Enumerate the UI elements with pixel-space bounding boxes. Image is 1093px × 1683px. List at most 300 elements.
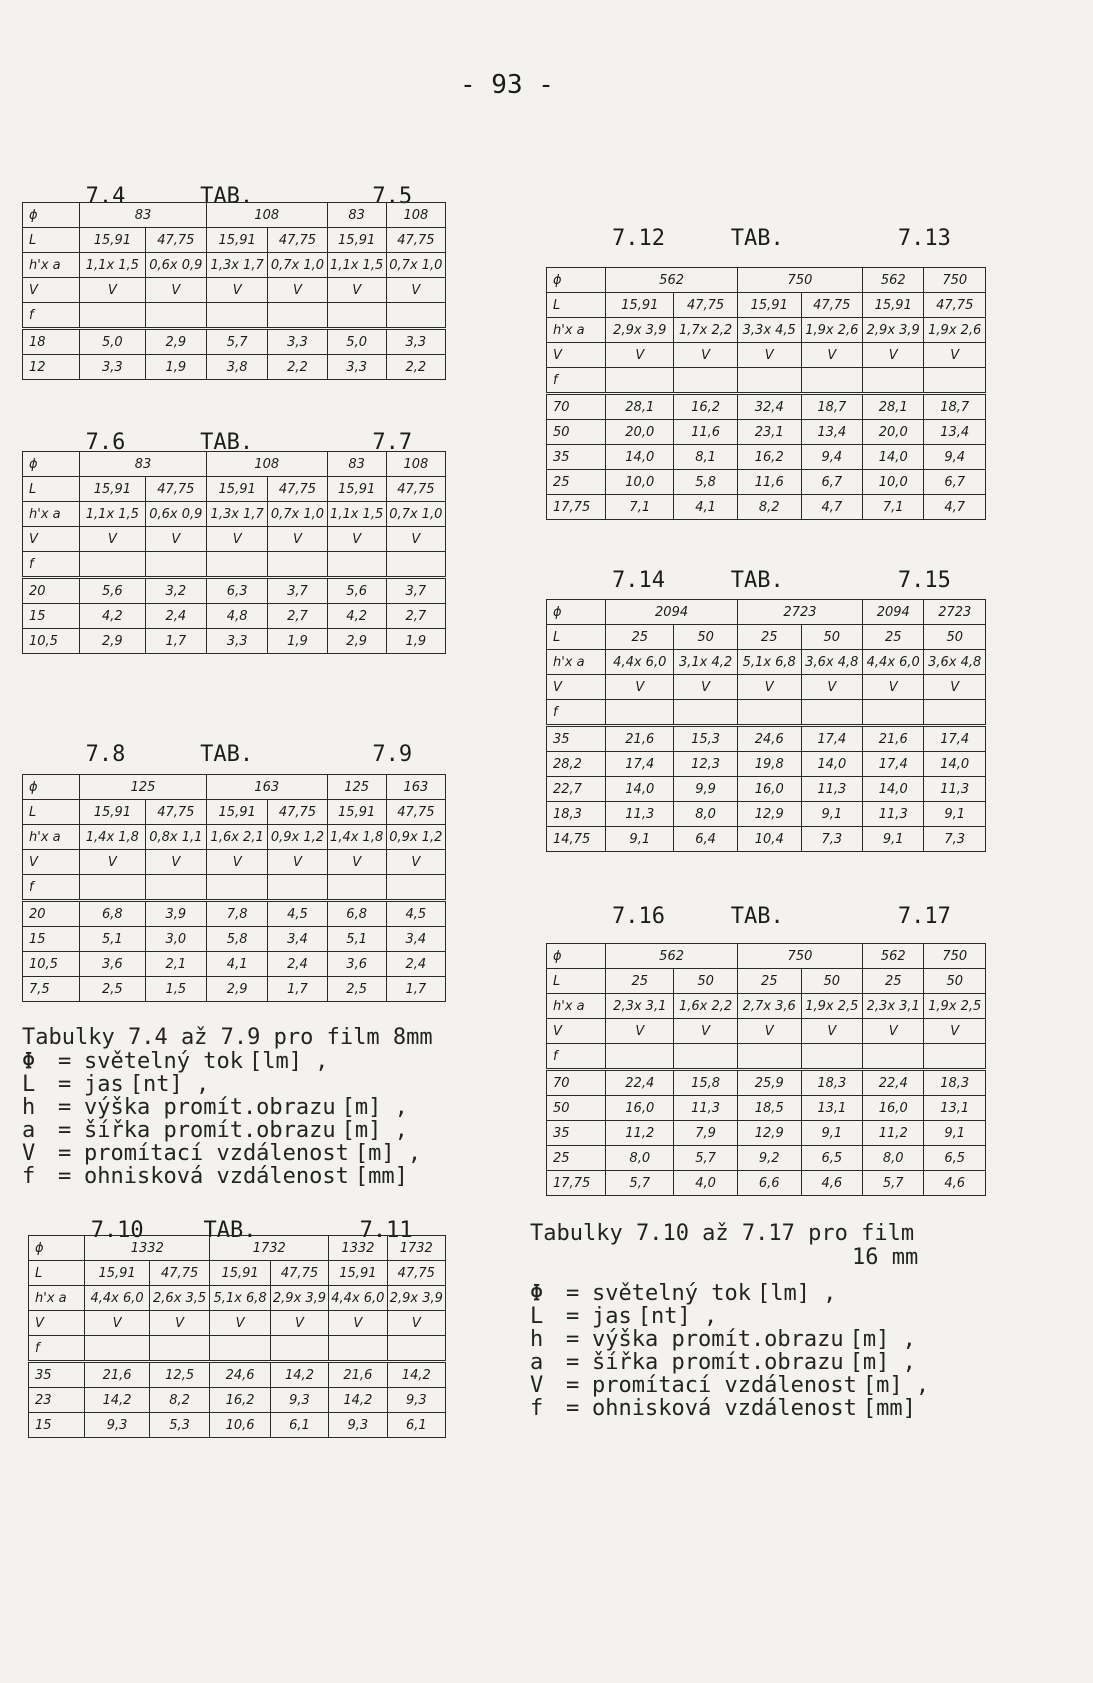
distance-col-label: V xyxy=(210,1311,270,1336)
distance-col-label: V xyxy=(924,343,986,368)
legend-item xyxy=(22,1096,433,1119)
distance-value: 11,3 xyxy=(606,802,674,827)
row-image-size xyxy=(23,253,446,278)
distance-value: 3,3 xyxy=(80,355,146,380)
row-focal-header xyxy=(23,552,446,578)
table-row xyxy=(29,1362,446,1388)
image-size-value: 1,4x 1,8 xyxy=(80,825,146,850)
distance-value: 7,9 xyxy=(674,1121,738,1146)
flux-value: 750 xyxy=(924,268,986,293)
row-label-v: V xyxy=(547,343,606,368)
distance-value: 6,5 xyxy=(801,1146,862,1171)
distance-value: 13,4 xyxy=(801,420,862,445)
distance-value: 14,2 xyxy=(387,1362,445,1388)
distance-col-label: V xyxy=(674,343,738,368)
distance-col-label: V xyxy=(206,850,267,875)
luminance-value: 15,91 xyxy=(80,228,146,253)
legend-item xyxy=(530,1397,929,1420)
image-size-value: 3,6x 4,8 xyxy=(801,650,862,675)
luminance-value: 47,75 xyxy=(268,228,327,253)
flux-value: 108 xyxy=(386,203,445,228)
distance-value: 4,7 xyxy=(801,495,862,520)
legend-unit: [m] , xyxy=(862,1373,930,1398)
image-size-value: 0,7x 1,0 xyxy=(268,253,327,278)
table-row xyxy=(547,1171,986,1196)
distance-value: 9,3 xyxy=(387,1388,445,1413)
row-label-f: f xyxy=(23,303,80,329)
table-number-right: 7.17 xyxy=(897,904,951,929)
distance-value: 16,0 xyxy=(737,777,801,802)
focal-length: 25 xyxy=(547,1146,606,1171)
empty-cell xyxy=(737,368,801,394)
legend-16mm-items xyxy=(530,1282,929,1420)
distance-value: 18,7 xyxy=(801,394,862,420)
distance-value: 21,6 xyxy=(85,1362,150,1388)
legend-unit: [lm] , xyxy=(756,1281,837,1306)
data-table xyxy=(28,1235,446,1438)
distance-col-label: V xyxy=(329,1311,387,1336)
row-flux xyxy=(29,1236,446,1261)
distance-value: 23,1 xyxy=(737,420,801,445)
distance-col-label: V xyxy=(737,1019,801,1044)
table-7-8-7-9 xyxy=(22,742,446,1002)
distance-value: 9,1 xyxy=(863,827,924,852)
distance-value: 14,0 xyxy=(606,777,674,802)
distance-value: 5,0 xyxy=(80,329,146,355)
row-label-phi: ϕ xyxy=(547,268,606,293)
image-size-value: 2,3x 3,1 xyxy=(863,994,924,1019)
empty-cell xyxy=(924,368,986,394)
distance-value: 6,7 xyxy=(801,470,862,495)
image-size-value: 1,9x 2,5 xyxy=(801,994,862,1019)
legend-unit: [m] , xyxy=(341,1118,408,1143)
flux-value: 2723 xyxy=(737,600,862,625)
distance-value: 16,2 xyxy=(210,1388,270,1413)
legend-8mm-items xyxy=(22,1050,433,1188)
distance-value: 4,1 xyxy=(674,495,738,520)
image-size-value: 2,3x 3,1 xyxy=(606,994,674,1019)
distance-value: 11,3 xyxy=(801,777,862,802)
row-label-hxa: h'x a xyxy=(547,650,606,675)
legend-symbol: h xyxy=(22,1095,36,1120)
table-row xyxy=(547,394,986,420)
distance-value: 6,4 xyxy=(674,827,738,852)
row-label-f: f xyxy=(23,875,80,901)
distance-value: 9,2 xyxy=(737,1146,801,1171)
image-size-value: 0,9x 1,2 xyxy=(268,825,327,850)
table-row xyxy=(547,1146,986,1171)
row-flux xyxy=(23,452,446,477)
luminance-value: 15,91 xyxy=(327,228,386,253)
row-distance-header xyxy=(29,1311,446,1336)
flux-value: 163 xyxy=(386,775,445,800)
luminance-value: 47,75 xyxy=(924,293,986,318)
distance-value: 4,6 xyxy=(924,1171,986,1196)
legend-8mm-title: Tabulky 7.4 až 7.9 pro film 8mm xyxy=(22,1025,433,1050)
image-size-value: 5,1x 6,8 xyxy=(210,1286,270,1311)
legend-description: výška promít.obrazu xyxy=(84,1095,336,1120)
row-label-v: V xyxy=(29,1311,85,1336)
distance-value: 2,9 xyxy=(206,977,267,1002)
distance-value: 11,2 xyxy=(606,1121,674,1146)
table-abbrev: TAB. xyxy=(200,184,254,209)
distance-col-label: V xyxy=(268,850,327,875)
table-row xyxy=(23,901,446,927)
distance-value: 32,4 xyxy=(737,394,801,420)
empty-cell xyxy=(737,700,801,726)
flux-value: 83 xyxy=(327,203,386,228)
luminance-value: 15,91 xyxy=(206,477,267,502)
image-size-value: 4,4x 6,0 xyxy=(85,1286,150,1311)
row-label-l: L xyxy=(547,293,606,318)
distance-value: 13,1 xyxy=(924,1096,986,1121)
table-row xyxy=(23,629,446,654)
legend-unit: [nt] , xyxy=(637,1304,718,1329)
legend-description: ohnisková vzdálenost xyxy=(84,1164,349,1189)
distance-value: 4,5 xyxy=(268,901,327,927)
flux-value: 562 xyxy=(606,268,738,293)
distance-value: 3,3 xyxy=(206,629,267,654)
distance-value: 14,2 xyxy=(85,1388,150,1413)
image-size-value: 1,9x 2,6 xyxy=(924,318,986,343)
distance-col-label: V xyxy=(924,1019,986,1044)
table-number-left: 7.14 xyxy=(612,568,665,593)
legend-unit: [nt] , xyxy=(129,1072,210,1097)
distance-value: 7,8 xyxy=(206,901,267,927)
legend-equals: = xyxy=(566,1304,580,1329)
row-luminance xyxy=(23,800,446,825)
distance-value: 5,1 xyxy=(327,927,386,952)
image-size-value: 1,1x 1,5 xyxy=(80,253,146,278)
distance-value: 6,1 xyxy=(387,1413,445,1438)
row-distance-header xyxy=(547,675,986,700)
image-size-value: 1,3x 1,7 xyxy=(206,502,267,527)
distance-col-label: V xyxy=(327,850,386,875)
legend-description: světelný tok xyxy=(592,1281,751,1306)
row-label-f: f xyxy=(547,700,606,726)
row-luminance xyxy=(547,293,986,318)
image-size-value: 0,8x 1,1 xyxy=(145,825,206,850)
empty-cell xyxy=(329,1336,387,1362)
flux-value: 163 xyxy=(206,775,327,800)
distance-col-label: V xyxy=(863,343,924,368)
distance-value: 4,2 xyxy=(80,604,146,629)
table-row xyxy=(547,445,986,470)
distance-value: 15,8 xyxy=(674,1070,738,1096)
distance-value: 14,0 xyxy=(924,752,986,777)
distance-value: 3,2 xyxy=(145,578,206,604)
legend-unit: [mm] xyxy=(354,1164,408,1189)
distance-col-label: V xyxy=(80,278,146,303)
luminance-value: 25 xyxy=(863,625,924,650)
distance-value: 4,5 xyxy=(386,901,445,927)
distance-value: 18,3 xyxy=(924,1070,986,1096)
flux-value: 562 xyxy=(606,944,738,969)
flux-value: 125 xyxy=(327,775,386,800)
image-size-value: 0,7x 1,0 xyxy=(268,502,327,527)
distance-value: 1,7 xyxy=(386,977,445,1002)
empty-cell xyxy=(737,1044,801,1070)
legend-unit: [mm] xyxy=(862,1396,916,1421)
flux-value: 108 xyxy=(206,452,327,477)
row-image-size xyxy=(23,825,446,850)
flux-value: 108 xyxy=(386,452,445,477)
table-row xyxy=(547,495,986,520)
distance-col-label: V xyxy=(85,1311,150,1336)
row-label-f: f xyxy=(547,1044,606,1070)
distance-value: 6,7 xyxy=(924,470,986,495)
distance-value: 5,7 xyxy=(606,1171,674,1196)
distance-col-label: V xyxy=(80,527,146,552)
row-flux xyxy=(547,268,986,293)
legend-item xyxy=(530,1374,929,1397)
distance-value: 17,4 xyxy=(863,752,924,777)
image-size-value: 1,6x 2,2 xyxy=(674,994,738,1019)
empty-cell xyxy=(674,368,738,394)
distance-value: 5,0 xyxy=(327,329,386,355)
distance-col-label: V xyxy=(863,1019,924,1044)
luminance-value: 50 xyxy=(674,969,738,994)
table-row xyxy=(547,1096,986,1121)
distance-value: 2,9 xyxy=(80,629,146,654)
table-7-10-7-11 xyxy=(28,1218,446,1438)
distance-value: 1,9 xyxy=(145,355,206,380)
distance-col-label: V xyxy=(386,850,445,875)
row-label-hxa: h'x a xyxy=(547,994,606,1019)
luminance-value: 47,75 xyxy=(674,293,738,318)
luminance-value: 47,75 xyxy=(149,1261,209,1286)
distance-value: 10,6 xyxy=(210,1413,270,1438)
row-image-size xyxy=(547,318,986,343)
distance-value: 4,7 xyxy=(924,495,986,520)
empty-cell xyxy=(801,368,862,394)
image-size-value: 4,4x 6,0 xyxy=(863,650,924,675)
distance-col-label: V xyxy=(801,1019,862,1044)
row-label-l: L xyxy=(23,800,80,825)
distance-value: 12,5 xyxy=(149,1362,209,1388)
luminance-value: 47,75 xyxy=(387,1261,445,1286)
distance-col-label: V xyxy=(206,527,267,552)
legend-symbol: h xyxy=(530,1327,544,1352)
distance-value: 3,4 xyxy=(386,927,445,952)
table-row xyxy=(547,827,986,852)
distance-value: 24,6 xyxy=(210,1362,270,1388)
distance-value: 4,8 xyxy=(206,604,267,629)
focal-length: 35 xyxy=(29,1362,85,1388)
distance-col-label: V xyxy=(327,527,386,552)
table-abbrev: TAB. xyxy=(200,430,254,455)
distance-value: 20,0 xyxy=(863,420,924,445)
luminance-value: 25 xyxy=(737,625,801,650)
row-label-hxa: h'x a xyxy=(29,1286,85,1311)
distance-col-label: V xyxy=(801,675,862,700)
distance-value: 7,3 xyxy=(924,827,986,852)
distance-value: 14,2 xyxy=(270,1362,328,1388)
row-label-v: V xyxy=(547,675,606,700)
legend-item xyxy=(22,1119,433,1142)
focal-length: 35 xyxy=(547,1121,606,1146)
legend-symbol: V xyxy=(22,1141,36,1166)
legend-symbol: a xyxy=(530,1350,544,1375)
legend-equals: = xyxy=(58,1118,72,1143)
table-row xyxy=(23,604,446,629)
image-size-value: 0,7x 1,0 xyxy=(386,253,445,278)
distance-value: 14,0 xyxy=(606,445,674,470)
distance-value: 2,2 xyxy=(268,355,327,380)
image-size-value: 1,4x 1,8 xyxy=(327,825,386,850)
row-label-phi: ϕ xyxy=(23,203,80,228)
distance-value: 2,4 xyxy=(268,952,327,977)
distance-value: 14,0 xyxy=(863,445,924,470)
legend-description: jas xyxy=(592,1304,632,1329)
distance-value: 2,7 xyxy=(386,604,445,629)
distance-value: 21,6 xyxy=(606,726,674,752)
data-table xyxy=(22,202,446,380)
distance-value: 11,2 xyxy=(863,1121,924,1146)
table-abbrev: TAB. xyxy=(203,1218,257,1243)
empty-cell xyxy=(210,1336,270,1362)
luminance-value: 15,91 xyxy=(606,293,674,318)
empty-cell xyxy=(801,700,862,726)
image-size-value: 1,9x 2,6 xyxy=(801,318,862,343)
distance-col-label: V xyxy=(801,343,862,368)
row-label-phi: ϕ xyxy=(547,600,606,625)
luminance-value: 50 xyxy=(674,625,738,650)
empty-cell xyxy=(606,700,674,726)
distance-value: 6,6 xyxy=(737,1171,801,1196)
distance-value: 1,9 xyxy=(268,629,327,654)
distance-value: 19,8 xyxy=(737,752,801,777)
luminance-value: 25 xyxy=(606,625,674,650)
luminance-value: 50 xyxy=(924,625,986,650)
legend-equals: = xyxy=(566,1281,580,1306)
legend-description: jas xyxy=(84,1072,124,1097)
table-row xyxy=(23,578,446,604)
legend-unit: [m] , xyxy=(849,1327,916,1352)
distance-value: 16,2 xyxy=(737,445,801,470)
distance-value: 5,3 xyxy=(149,1413,209,1438)
luminance-value: 47,75 xyxy=(386,477,445,502)
image-size-value: 3,1x 4,2 xyxy=(674,650,738,675)
distance-value: 9,3 xyxy=(270,1388,328,1413)
table-7-14-7-15 xyxy=(546,568,986,852)
row-luminance xyxy=(23,228,446,253)
image-size-value: 1,7x 2,2 xyxy=(674,318,738,343)
distance-value: 3,6 xyxy=(327,952,386,977)
distance-value: 18,7 xyxy=(924,394,986,420)
distance-value: 18,5 xyxy=(737,1096,801,1121)
luminance-value: 15,91 xyxy=(737,293,801,318)
luminance-value: 25 xyxy=(606,969,674,994)
legend-unit: [m] , xyxy=(849,1350,916,1375)
distance-value: 11,3 xyxy=(674,1096,738,1121)
focal-length: 17,75 xyxy=(547,1171,606,1196)
table-7-4-7-5 xyxy=(22,184,446,380)
legend-item xyxy=(22,1142,433,1165)
legend-symbol: Φ xyxy=(22,1049,36,1074)
row-label-l: L xyxy=(29,1261,85,1286)
distance-value: 12,9 xyxy=(737,802,801,827)
distance-value: 9,3 xyxy=(85,1413,150,1438)
distance-col-label: V xyxy=(924,675,986,700)
distance-col-label: V xyxy=(206,278,267,303)
focal-length: 15 xyxy=(29,1413,85,1438)
distance-value: 3,8 xyxy=(206,355,267,380)
distance-col-label: V xyxy=(606,343,674,368)
row-flux xyxy=(23,203,446,228)
row-flux xyxy=(547,944,986,969)
distance-value: 5,6 xyxy=(80,578,146,604)
legend-equals: = xyxy=(566,1396,580,1421)
distance-value: 9,9 xyxy=(674,777,738,802)
legend-description: promítací vzdálenost xyxy=(84,1141,349,1166)
table-row xyxy=(23,329,446,355)
distance-col-label: V xyxy=(145,527,206,552)
distance-value: 15,3 xyxy=(674,726,738,752)
distance-value: 2,4 xyxy=(386,952,445,977)
table-number-left: 7.6 xyxy=(85,430,126,455)
luminance-value: 47,75 xyxy=(801,293,862,318)
table-row xyxy=(23,952,446,977)
row-label-phi: ϕ xyxy=(23,775,80,800)
luminance-value: 47,75 xyxy=(145,800,206,825)
image-size-value: 2,9x 3,9 xyxy=(606,318,674,343)
table-number-right: 7.11 xyxy=(359,1218,413,1243)
distance-value: 13,4 xyxy=(924,420,986,445)
legend-symbol: L xyxy=(530,1304,544,1329)
distance-value: 6,1 xyxy=(270,1413,328,1438)
empty-cell xyxy=(270,1336,328,1362)
luminance-value: 15,91 xyxy=(327,800,386,825)
empty-cell xyxy=(863,368,924,394)
legend-16mm-title-line2: 16 mm xyxy=(852,1245,919,1270)
flux-value: 125 xyxy=(80,775,207,800)
distance-value: 28,1 xyxy=(606,394,674,420)
empty-cell xyxy=(206,303,267,329)
legend-equals: = xyxy=(58,1164,72,1189)
table-number-right: 7.13 xyxy=(897,226,951,251)
table-number-right: 7.5 xyxy=(372,184,413,209)
distance-value: 14,0 xyxy=(863,777,924,802)
luminance-value: 15,91 xyxy=(327,477,386,502)
image-size-value: 4,4x 6,0 xyxy=(329,1286,387,1311)
table-heading xyxy=(22,742,446,776)
luminance-value: 15,91 xyxy=(80,477,146,502)
image-size-value: 0,6x 0,9 xyxy=(145,253,206,278)
distance-value: 14,2 xyxy=(329,1388,387,1413)
empty-cell xyxy=(145,303,206,329)
luminance-value: 15,91 xyxy=(863,293,924,318)
row-flux xyxy=(23,775,446,800)
image-size-value: 1,9x 2,5 xyxy=(924,994,986,1019)
row-label-l: L xyxy=(23,228,80,253)
distance-value: 6,8 xyxy=(80,901,146,927)
empty-cell xyxy=(268,875,327,901)
luminance-value: 47,75 xyxy=(268,477,327,502)
row-focal-header xyxy=(23,875,446,901)
focal-length: 35 xyxy=(547,445,606,470)
focal-length: 35 xyxy=(547,726,606,752)
empty-cell xyxy=(386,552,445,578)
distance-value: 3,3 xyxy=(327,355,386,380)
distance-value: 6,8 xyxy=(327,901,386,927)
image-size-value: 2,7x 3,6 xyxy=(737,994,801,1019)
image-size-value: 2,9x 3,9 xyxy=(270,1286,328,1311)
distance-value: 28,1 xyxy=(863,394,924,420)
image-size-value: 2,9x 3,9 xyxy=(387,1286,445,1311)
distance-value: 10,4 xyxy=(737,827,801,852)
row-focal-header xyxy=(29,1336,446,1362)
